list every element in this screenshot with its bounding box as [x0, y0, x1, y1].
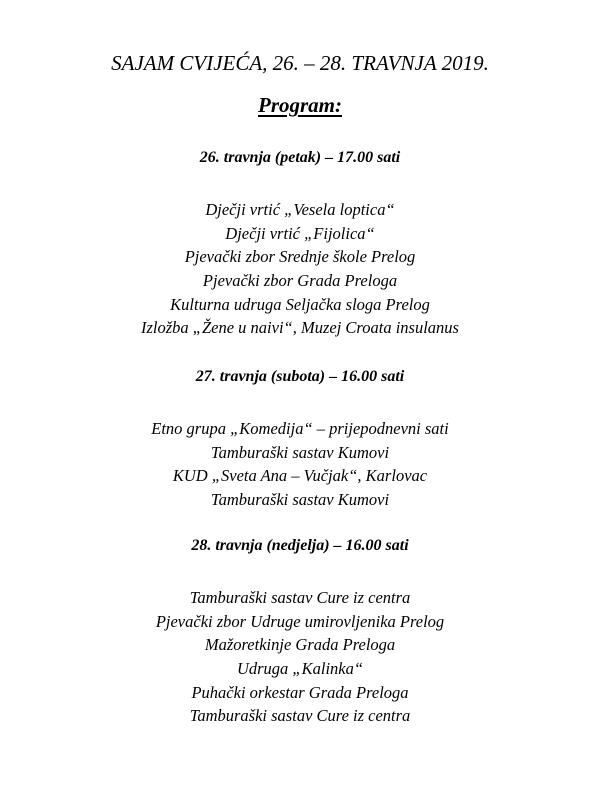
event-item: Pjevački zbor Grada Preloga: [202, 271, 398, 291]
event-item: Etno grupa „Komedija“ – prijepodnevni sati: [151, 419, 449, 438]
day-section: [0, 367, 600, 512]
event-item: Tamburaški sastav Cure iz centra: [189, 706, 411, 726]
event-item: Tamburaški sastav Kumovi: [210, 490, 390, 510]
document-title: SAJAM CVIJEĆA, 26. – 28. TRAVNJA 2019.: [111, 51, 489, 75]
program-heading: Program:: [258, 93, 342, 117]
event-item: Tamburaški sastav Kumovi: [210, 442, 390, 462]
event-item: Mažoretkinje Grada Preloga: [204, 635, 396, 655]
event-item: Pjevački zbor Srednje škole Prelog: [184, 247, 416, 267]
event-list: [0, 417, 600, 512]
event-item: Pjevački zbor Udruge umirovljenika Prelog: [155, 611, 445, 631]
event-item: KUD „Sveta Ana – Vučjak“, Karlovac: [172, 466, 428, 486]
day-section: [0, 536, 600, 728]
event-item: Dječji vrtić „Fijolica“: [225, 223, 375, 243]
event-item: Dječji vrtić „Vesela loptica“: [205, 200, 395, 219]
event-item: Udruga „Kalinka“: [236, 659, 364, 679]
day-heading: 26. travnja (petak) – 17.00 sati: [199, 149, 401, 166]
event-item: Tamburaški sastav Cure iz centra: [189, 588, 411, 607]
event-list: [0, 198, 600, 340]
event-item: Izložba „Žene u naivi“, Muzej Croata insulanus: [141, 318, 459, 338]
day-heading: 28. travnja (nedjelja) – 16.00 sati: [191, 537, 409, 554]
day-section: [0, 148, 600, 340]
event-item: Puhački orkestar Grada Preloga: [191, 682, 409, 702]
event-list: [0, 586, 600, 728]
event-item: Kulturna udruga Seljačka sloga Prelog: [170, 294, 430, 314]
day-heading: 27. travnja (subota) – 16.00 sati: [195, 368, 405, 385]
